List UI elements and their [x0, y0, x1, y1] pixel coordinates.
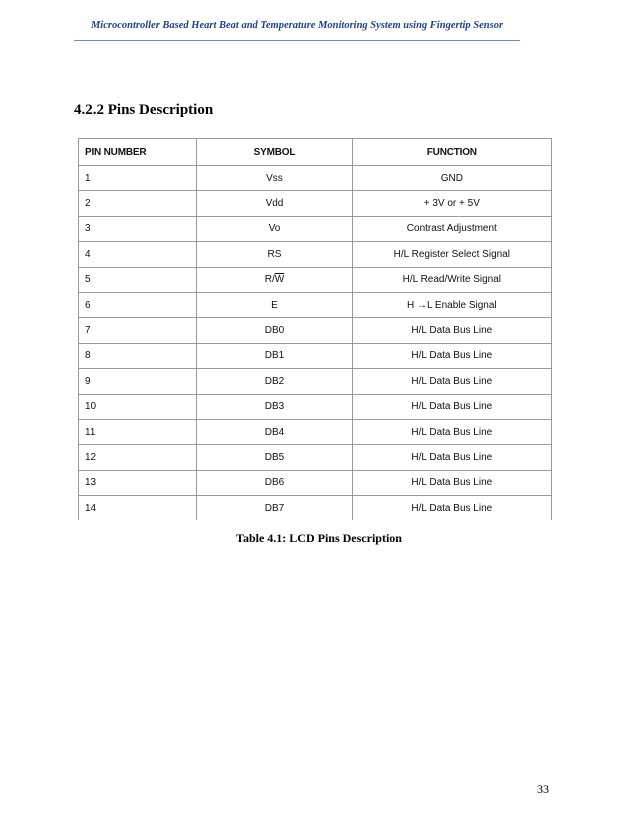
pin-number-cell: 14 — [79, 496, 197, 521]
pin-number-cell: 4 — [79, 242, 197, 267]
symbol-text: Vss — [266, 172, 283, 184]
symbol-cell — [197, 267, 352, 292]
section-heading: 4.2.2 Pins Description — [74, 102, 214, 118]
symbol-cell — [197, 343, 352, 368]
pin-number-cell: 8 — [79, 343, 197, 368]
symbol-text: DB7 — [264, 502, 285, 514]
symbol-cell — [197, 394, 352, 419]
table-row — [79, 166, 552, 191]
table-row — [79, 470, 552, 495]
function-cell: H/L Data Bus Line — [352, 470, 551, 495]
table-row — [79, 496, 552, 521]
symbol-cell — [197, 191, 352, 216]
symbol-text: E — [271, 299, 278, 311]
pin-number-cell: 1 — [79, 166, 197, 191]
symbol-cell — [197, 166, 352, 191]
column-header-symbol: SYMBOL — [197, 139, 352, 166]
symbol-cell — [197, 242, 352, 267]
table-caption — [0, 531, 638, 546]
symbol-text: DB0 — [264, 325, 285, 337]
pin-number-cell: 5 — [79, 267, 197, 292]
table-row — [79, 394, 552, 419]
table-body — [79, 166, 552, 521]
function-cell: GND — [352, 166, 551, 191]
pin-number-cell: 10 — [79, 394, 197, 419]
function-cell: H/L Data Bus Line — [352, 445, 551, 470]
symbol-text: Vo — [268, 223, 281, 235]
symbol-cell — [197, 292, 352, 317]
table-row — [79, 267, 552, 292]
symbol-text: DB2 — [264, 375, 285, 387]
symbol-cell — [197, 470, 352, 495]
function-cell: H →L Enable Signal — [352, 292, 551, 317]
column-header-function: FUNCTION — [352, 139, 551, 166]
symbol-cell — [197, 318, 352, 343]
symbol-text: Vdd — [265, 198, 284, 210]
symbol-text: DB1 — [264, 350, 285, 362]
pin-number-cell: 11 — [79, 419, 197, 444]
column-header-pin-number: PIN NUMBER — [79, 139, 197, 166]
function-cell: H/L Data Bus Line — [352, 496, 551, 521]
function-cell: H/L Register Select Signal — [352, 242, 551, 267]
running-header: Microcontroller Based Heart Beat and Temperature Monitoring System using Fingertip Sensor — [90, 20, 504, 31]
symbol-text: RS — [267, 248, 282, 260]
pin-number-cell: 13 — [79, 470, 197, 495]
function-cell: H/L Data Bus Line — [352, 369, 551, 394]
header-rule — [74, 40, 520, 41]
function-cell: H/L Data Bus Line — [352, 343, 551, 368]
function-cell: H/L Data Bus Line — [352, 419, 551, 444]
table-caption-text: Table 4.1: LCD Pins Description — [236, 531, 402, 545]
function-cell: H/L Read/Write Signal — [352, 267, 551, 292]
symbol-text: R/ — [264, 274, 275, 286]
table-row — [79, 343, 552, 368]
symbol-cell — [197, 216, 352, 241]
page-number: 33 — [537, 782, 549, 796]
function-cell: Contrast Adjustment — [352, 216, 551, 241]
pin-number-cell: 2 — [79, 191, 197, 216]
symbol-text: DB3 — [264, 401, 285, 413]
symbol-text: DB4 — [264, 426, 285, 438]
table-row — [79, 242, 552, 267]
symbol-cell — [197, 445, 352, 470]
table-header-row — [79, 139, 552, 166]
symbol-text: DB5 — [264, 451, 285, 463]
symbol-cell — [197, 369, 352, 394]
table-row — [79, 318, 552, 343]
table-row — [79, 445, 552, 470]
pins-table — [78, 138, 552, 520]
table-row — [79, 419, 552, 444]
symbol-overline-text: $\overline{W}$ — [274, 274, 285, 286]
symbol-cell — [197, 419, 352, 444]
pin-number-cell: 12 — [79, 445, 197, 470]
symbol-cell — [197, 496, 352, 521]
pin-number-cell: 3 — [79, 216, 197, 241]
table-row — [79, 216, 552, 241]
symbol-text: DB6 — [264, 477, 285, 489]
table-row — [79, 292, 552, 317]
table-row — [79, 191, 552, 216]
pin-number-cell: 6 — [79, 292, 197, 317]
function-cell: + 3V or + 5V — [352, 191, 551, 216]
function-cell: H/L Data Bus Line — [352, 318, 551, 343]
pin-number-cell: 9 — [79, 369, 197, 394]
function-cell: H/L Data Bus Line — [352, 394, 551, 419]
table-row — [79, 369, 552, 394]
pin-number-cell: 7 — [79, 318, 197, 343]
